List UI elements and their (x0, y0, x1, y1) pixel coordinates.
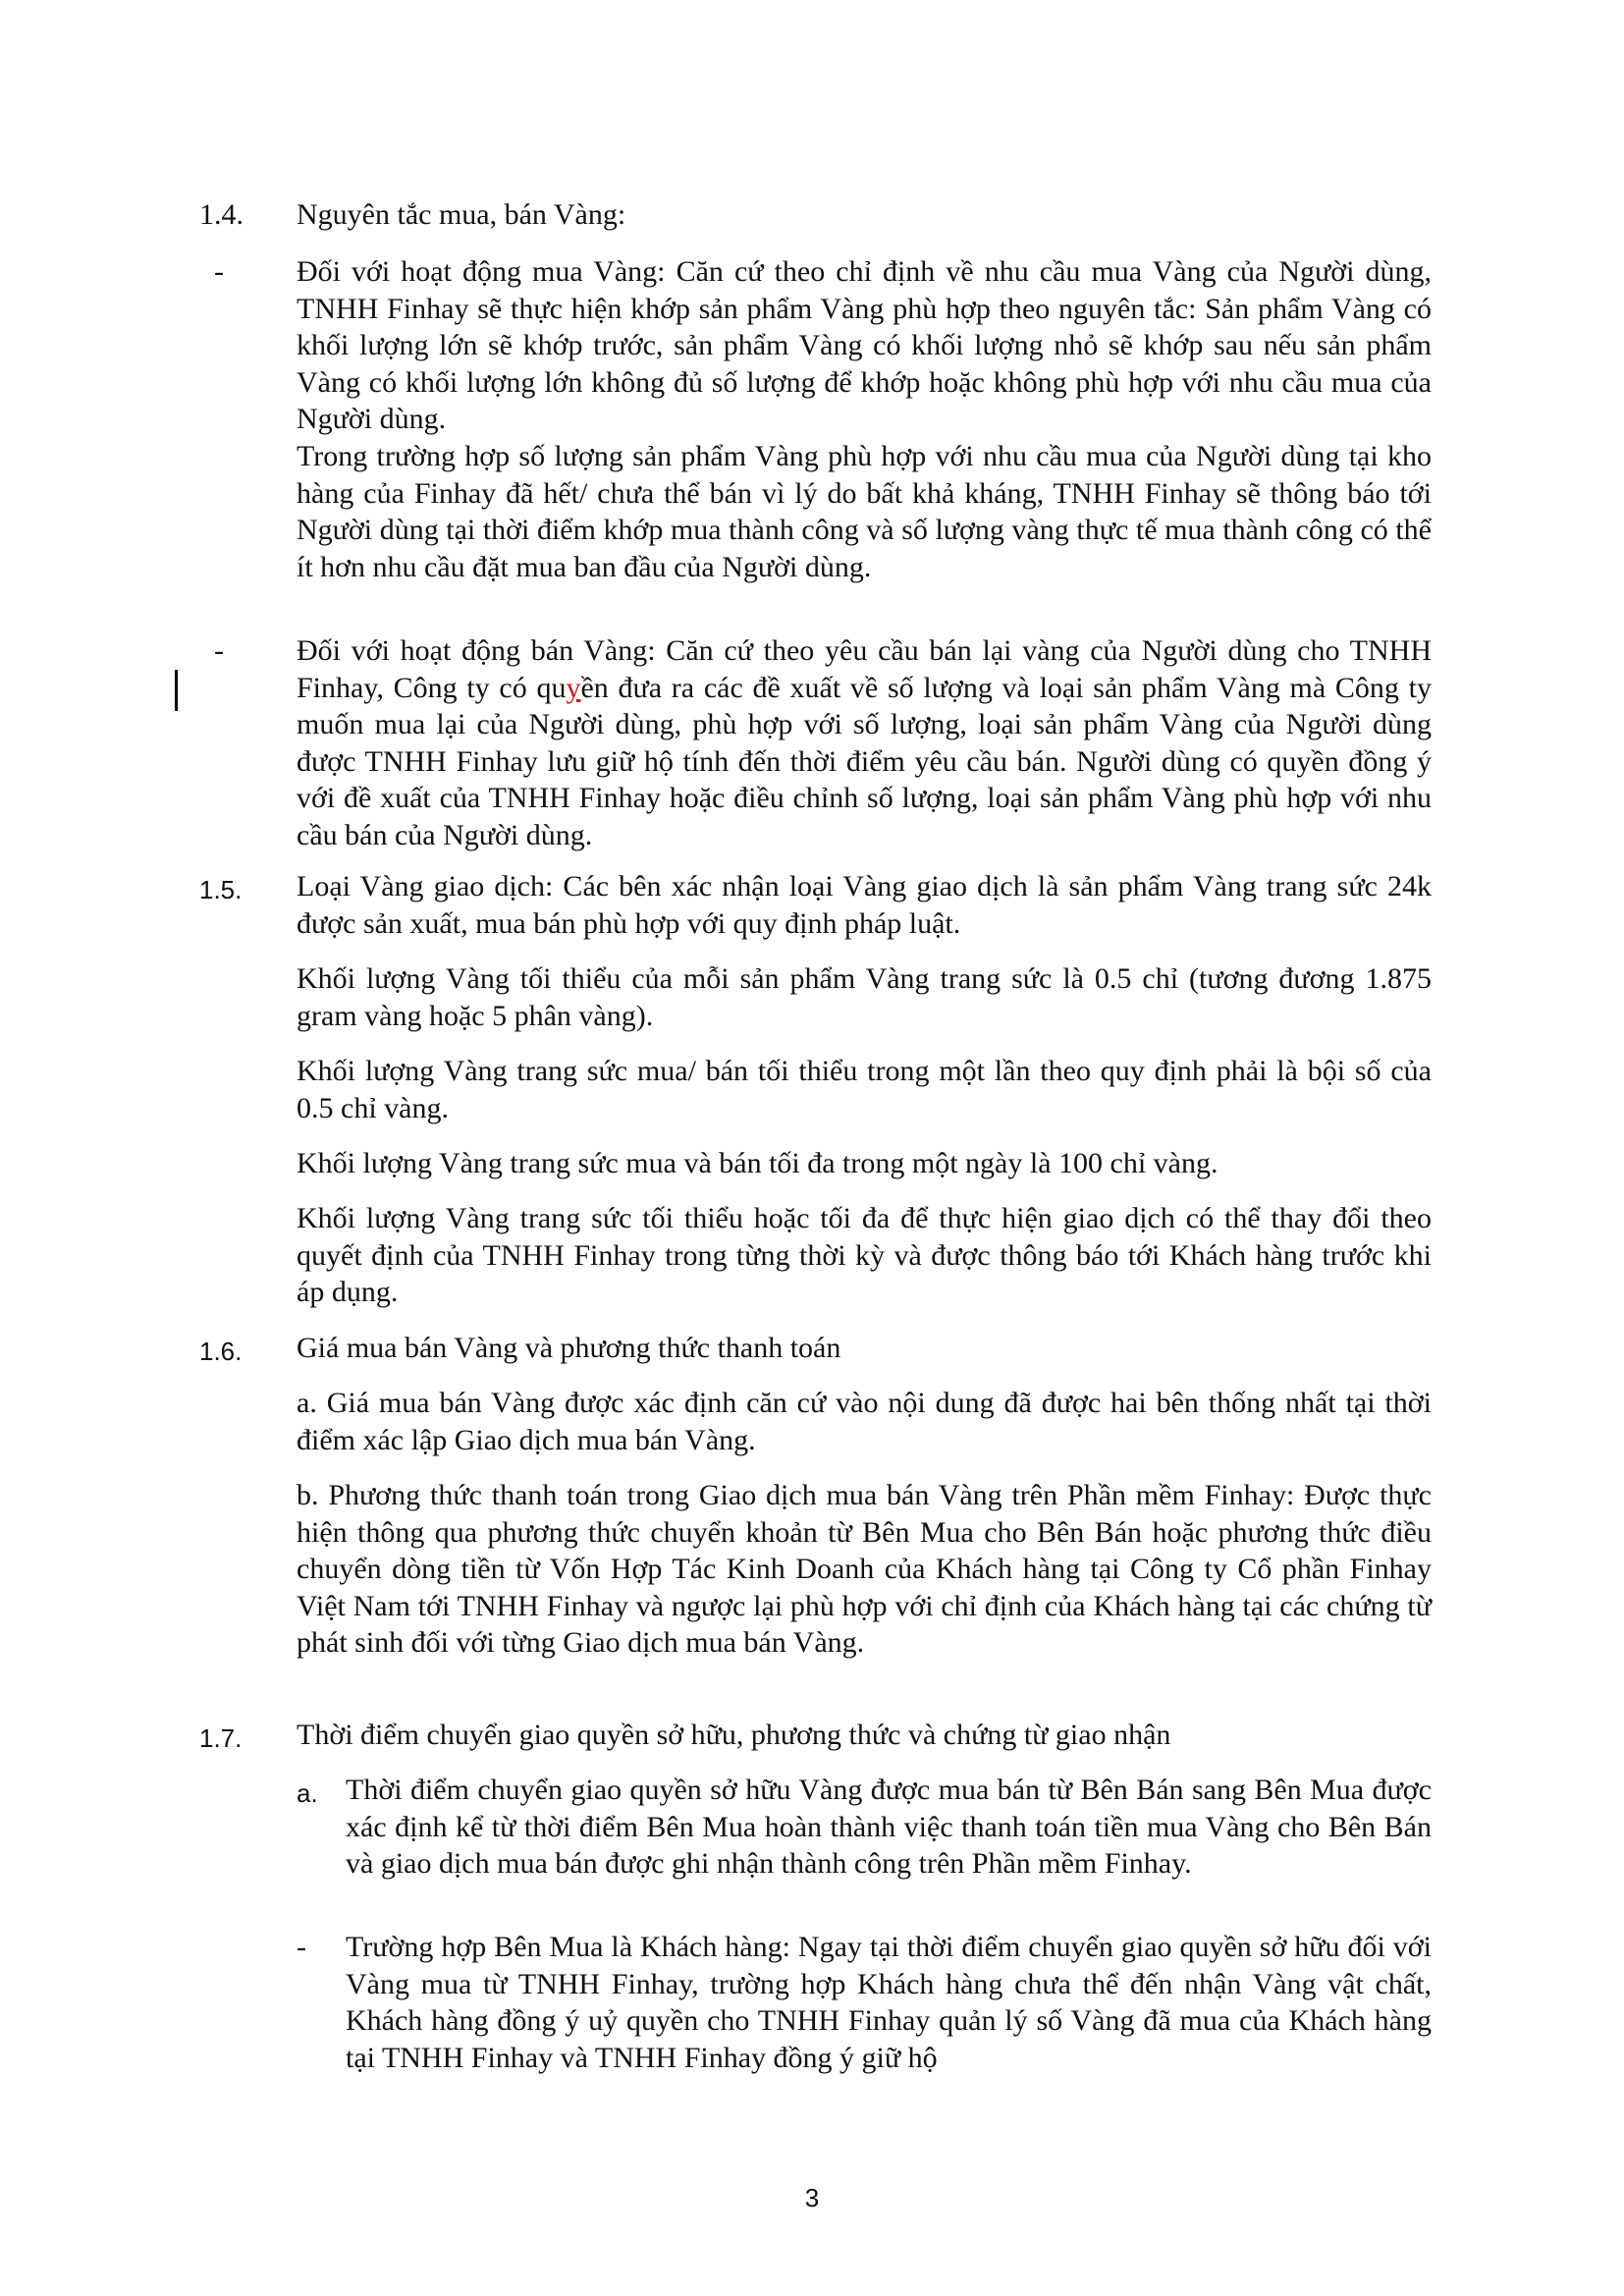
price-paragraph: a. Giá mua bán Vàng được xác định căn cứ vào nội dung đã được hai bên thống nhất tại thời điểm xác lập Giao dịch mua bán Vàng. (297, 1387, 1432, 1456)
section-1-5-number: 1.5. (199, 875, 243, 904)
gold-type-paragraph: Loại Vàng giao dịch: Các bên xác nhận loại Vàng giao dịch là sản phẩm Vàng trang sức 24k được sản xuất, mua bán phù hợp với quy định pháp luật. (297, 870, 1432, 940)
max-daily-paragraph: Khối lượng Vàng trang sức mua và bán tối đa trong một ngày là 100 chỉ vàng. (297, 1147, 1218, 1179)
out-of-stock-paragraph: Trong trường hợp số lượng sản phẩm Vàng phù hợp với nhu cầu mua của Người dùng tại kho hàng của Finhay đã hết/ chưa thể bán vì lý do bất khả kháng, TNHH Finhay sẽ thông báo tới Người dùng tại thời điểm khớp mua thành công và số lượng vàng thực tế mua thành công có thể ít hơn nhu cầu đặt mua ban đầu của Người dùng. (297, 440, 1432, 583)
sell-gold-paragraph (297, 632, 1432, 853)
sell-gold-text-end: ền đưa ra các đề xuất về số lượng và loại sản phẩm Vàng mà Công ty muốn mua lại của Người dùng, phù hợp với số lượng, loại sản phẩm Vàng của Người dùng được TNHH Finhay lưu giữ hộ tính đến thời điểm yêu cầu bán. Người dùng có quyền đồng ý với đề xuất của TNHH Finhay hoặc điều chỉnh số lượng, loại sản phẩm Vàng phù hợp với nhu cầu bán của Người dùng. (297, 671, 1432, 851)
bullet-1-dash: - (214, 255, 224, 288)
tracked-change-mark: y (566, 671, 581, 704)
section-1-7-title: Thời điểm chuyển giao quyền sở hữu, phương thức và chứng từ giao nhận (297, 1719, 1171, 1751)
item-dash-label: - (297, 1931, 306, 1963)
ownership-transfer-paragraph: Thời điểm chuyển giao quyền sở hữu Vàng được mua bán từ Bên Bán sang Bên Mua được xác định kể từ thời điểm Bên Mua hoàn thành việc thanh toán tiền mua Vàng cho Bên Bán và giao dịch mua bán được ghi nhận thành công trên Phần mềm Finhay. (346, 1774, 1432, 1880)
min-weight-paragraph: Khối lượng Vàng tối thiểu của mỗi sản phẩm Vàng trang sức là 0.5 chỉ (tương đương 1.875 gram vàng hoặc 5 phân vàng). (297, 962, 1432, 1032)
buy-gold-paragraph: Đối với hoạt động mua Vàng: Căn cứ theo chỉ định về nhu cầu mua Vàng của Người dùng, TNHH Finhay sẽ thực hiện khớp sản phẩm Vàng phù hợp theo nguyên tắc: Sản phẩm Vàng có khối lượng lớn sẽ khớp trước, sản phẩm Vàng có khối lượng nhỏ sẽ khớp sau nếu sản phẩm Vàng có khối lượng lớn không đủ số lượng để khớp hoặc không phù hợp với nhu cầu mua của Người dùng. (297, 255, 1432, 435)
section-1-6-number: 1.6. (199, 1337, 243, 1366)
section-1-7-number: 1.7. (199, 1723, 243, 1753)
item-a-label: a. (297, 1778, 318, 1808)
payment-method-paragraph: b. Phương thức thanh toán trong Giao dịch mua bán Vàng trên Phần mềm Finhay: Được thực hiện thông qua phương thức chuyển khoản từ Bên Mua cho Bên Bán hoặc phương thức điều chuyển dòng tiền từ Vốn Hợp Tác Kinh Doanh của Khách hàng tại Công ty Cổ phần Finhay Việt Nam tới TNHH Finhay và ngược lại phù hợp với chỉ định của Khách hàng tại các chứng từ phát sinh đối với từng Giao dịch mua bán Vàng. (297, 1479, 1432, 1659)
bullet-2-dash: - (214, 634, 224, 667)
weight-change-paragraph: Khối lượng Vàng trang sức tối thiểu hoặc tối đa để thực hiện giao dịch có thể thay đổi theo quyết định của TNHH Finhay trong từng thời kỳ và được thông báo tới Khách hàng trước khi áp dụng. (297, 1202, 1432, 1308)
sell-gold-text-start: Đối với hoạt động bán Vàng: Căn cứ theo yêu cầu bán lại vàng của Người dùng cho TNHH Finhay, Công ty có qu (297, 634, 1432, 704)
section-1-4-number: 1.4. (199, 198, 244, 231)
multiple-weight-paragraph: Khối lượng Vàng trang sức mua/ bán tối thiểu trong một lần theo quy định phải là bội số của 0.5 chỉ vàng. (297, 1055, 1432, 1124)
revision-change-bar (175, 670, 178, 711)
page-number: 3 (804, 2183, 820, 2213)
section-1-6-title: Giá mua bán Vàng và phương thức thanh toán (297, 1332, 841, 1364)
buyer-customer-paragraph: Trường hợp Bên Mua là Khách hàng: Ngay tại thời điểm chuyển giao quyền sở hữu đối với Vàng mua từ TNHH Finhay, trường hợp Khách hàng chưa thể đến nhận Vàng vật chất, Khách hàng đồng ý uỷ quyền cho TNHH Finhay quản lý số Vàng đã mua của Khách hàng tại TNHH Finhay và TNHH Finhay đồng ý giữ hộ (346, 1931, 1432, 2074)
section-1-4-title: Nguyên tắc mua, bán Vàng: (297, 198, 626, 231)
